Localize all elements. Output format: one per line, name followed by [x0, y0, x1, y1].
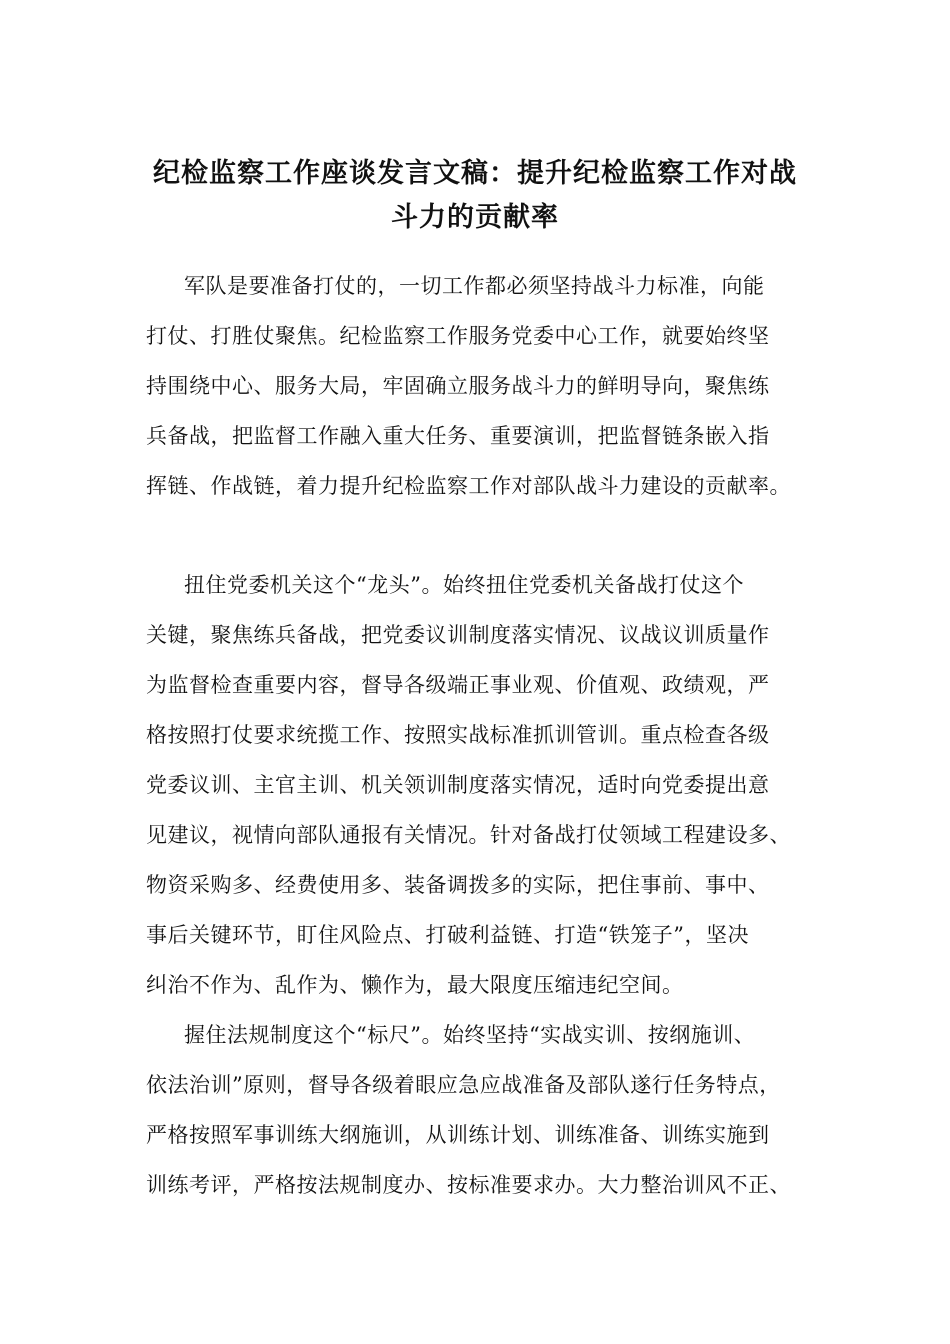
- paragraph-line: 格按照打仗要求统揽工作、按照实战标准抓训管训。重点检查各级: [146, 723, 770, 747]
- paragraph-line: 见建议，视情向部队通报有关情况。针对备战打仗领域工程建设多、: [146, 823, 791, 847]
- paragraph-line: 党委议训、主官主训、机关领训制度落实情况，适时向党委提出意: [146, 773, 770, 797]
- paragraph-line: 打仗、打胜仗聚焦。纪检监察工作服务党委中心工作，就要始终坚: [146, 324, 770, 348]
- paragraph-line: 严格按照军事训练大纲施训，从训练计划、训练准备、训练实施到: [146, 1123, 770, 1147]
- paragraph-line: 兵备战，把监督工作融入重大任务、重要演训，把监督链条嵌入指: [146, 424, 770, 448]
- paragraph-line: 纠治不作为、乱作为、懒作为，最大限度压缩违纪空间。: [146, 973, 684, 997]
- document-title: [130, 152, 820, 240]
- paragraph-line: 握住法规制度这个“标尺”。始终坚持“实战实训、按纲施训、: [184, 1023, 756, 1047]
- title-line: 纪检监察工作座谈发言文稿：提升纪检监察工作对战: [153, 158, 797, 189]
- paragraph-line: 事后关键环节，盯住风险点、打破利益链、打造“铁笼子”，坚决: [146, 923, 749, 947]
- paragraph-line: 物资采购多、经费使用多、装备调拨多的实际，把住事前、事中、: [146, 873, 770, 897]
- paragraph-line: 关键，聚焦练兵备战，把党委议训制度落实情况、议战议训质量作: [146, 623, 770, 647]
- paragraph-line: 依法治训”原则，督导各级着眼应急应战准备及部队遂行任务特点，: [146, 1073, 781, 1097]
- paragraph-regulations: [146, 1010, 832, 1210]
- paragraph-line: 为监督检查重要内容，督导各级端正事业观、价值观、政绩观，严: [146, 673, 770, 697]
- title-line: 斗力的贡献率: [391, 202, 559, 233]
- paragraph-intro: [146, 261, 832, 511]
- paragraph-line: 军队是要准备打仗的，一切工作都必须坚持战斗力标准，向能: [184, 274, 765, 298]
- paragraph-line: 训练考评，严格按法规制度办、按标准要求办。大力整治训风不正、: [146, 1173, 791, 1197]
- paragraph-line: 扭住党委机关这个“龙头”。始终扭住党委机关备战打仗这个: [184, 573, 744, 597]
- paragraph-line: 挥链、作战链，着力提升纪检监察工作对部队战斗力建设的贡献率。: [146, 474, 791, 498]
- paragraph-party-committee: [146, 560, 832, 1010]
- paragraph-line: 持围绕中心、服务大局，牢固确立服务战斗力的鲜明导向，聚焦练: [146, 374, 770, 398]
